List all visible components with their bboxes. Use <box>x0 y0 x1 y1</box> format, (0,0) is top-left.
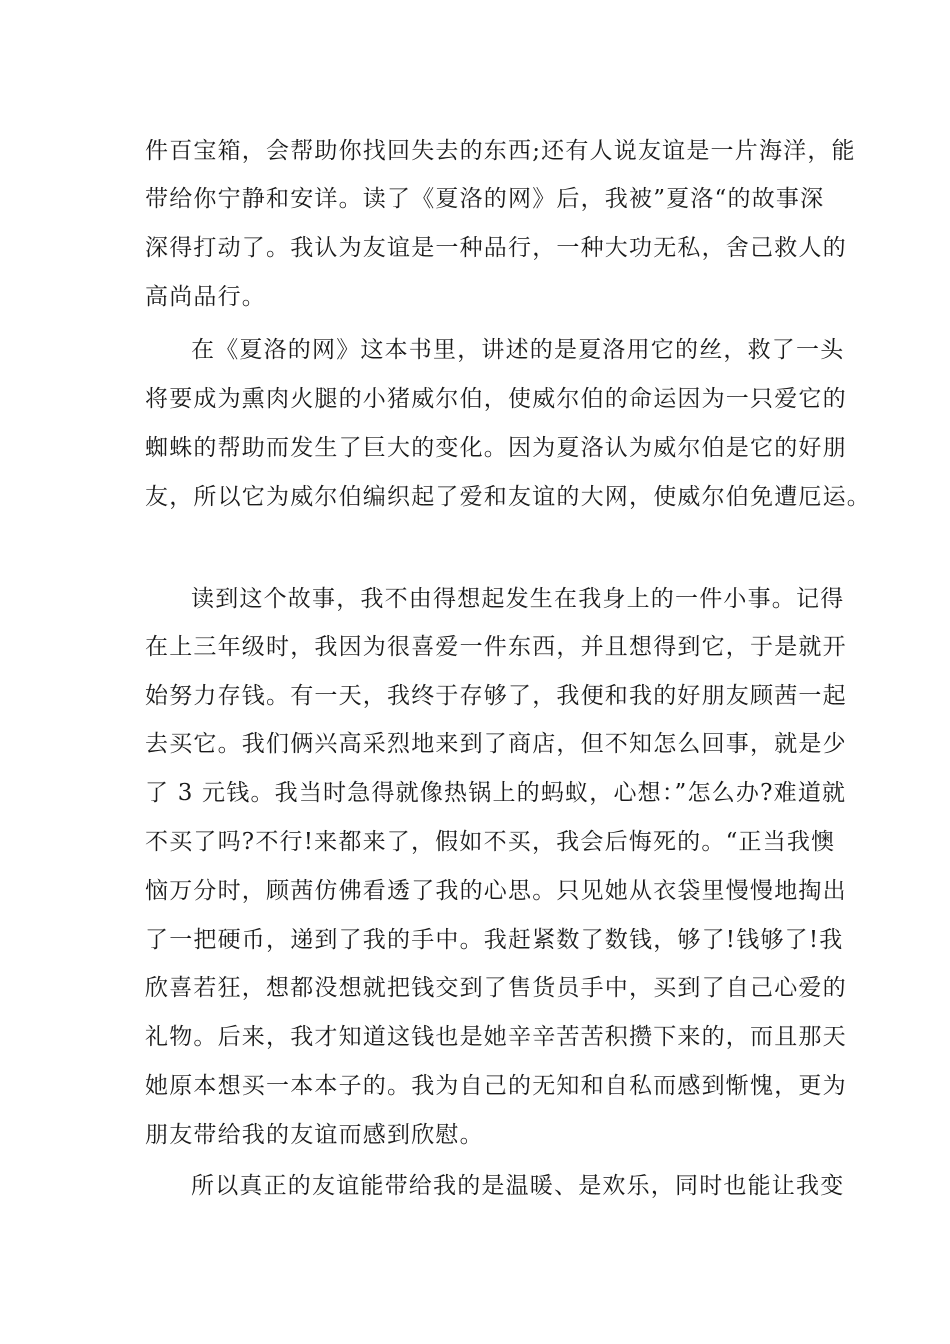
text-line: 高尚品行。 <box>145 284 266 310</box>
text-line: 所以真正的友谊能带给我的是温暖、是欢乐，同时也能让我变 <box>191 1173 845 1199</box>
text-line: 朋友带给我的友谊而感到欣慰。 <box>145 1122 484 1148</box>
text-line: 件百宝箱，会帮助你找回失去的东西;还有人说友谊是一片海洋，能 <box>145 138 856 164</box>
text-line: 恼万分时，顾茜仿佛看透了我的心思。只见她从衣袋里慢慢地掏出 <box>145 878 847 904</box>
text-line: 将要成为熏肉火腿的小猪威尔伯，使威尔伯的命运因为一只爱它的 <box>145 386 847 412</box>
text-line: 不买了吗?不行!来都来了，假如不买，我会后悔死的。“正当我懊 <box>145 829 836 855</box>
text-line: 在《夏洛的网》这本书里，讲述的是夏洛用它的丝，救了一头 <box>191 337 845 363</box>
text-line: 深得打动了。我认为友谊是一种品行，一种大功无私，舍己救人的 <box>145 235 847 261</box>
text-line: 带给你宁静和安详。读了《夏洛的网》后，我被”夏洛“的故事深 <box>145 186 825 212</box>
text-line: 始努力存钱。有一天，我终于存够了，我便和我的好朋友顾茜一起 <box>145 683 847 709</box>
text-line: 友，所以它为威尔伯编织起了爱和友谊的大网，使威尔伯免遭厄运。 <box>145 484 871 510</box>
text-line: 她原本想买一本本子的。我为自己的无知和自私而感到惭愧，更为 <box>145 1073 847 1099</box>
text-line: 了 3 元钱。我当时急得就像热锅上的蚂蚁，心想：”怎么办?难道就 <box>145 780 847 806</box>
text-line: 蜘蛛的帮助而发生了巨大的变化。因为夏洛认为威尔伯是它的好朋 <box>145 435 847 461</box>
text-line: 了一把硬币，递到了我的手中。我赶紧数了数钱，够了!钱够了!我 <box>145 927 844 953</box>
text-line: 在上三年级时，我因为很喜爱一件东西，并且想得到它，于是就开 <box>145 634 847 660</box>
text-line: 欣喜若狂，想都没想就把钱交到了售货员手中，买到了自己心爱的 <box>145 975 847 1001</box>
text-line: 去买它。我们俩兴高采烈地来到了商店，但不知怎么回事，就是少 <box>145 731 847 757</box>
text-line: 读到这个故事，我不由得想起发生在我身上的一件小事。记得 <box>191 586 845 612</box>
text-line: 礼物。后来，我才知道这钱也是她辛辛苦苦积攒下来的，而且那天 <box>145 1024 847 1050</box>
